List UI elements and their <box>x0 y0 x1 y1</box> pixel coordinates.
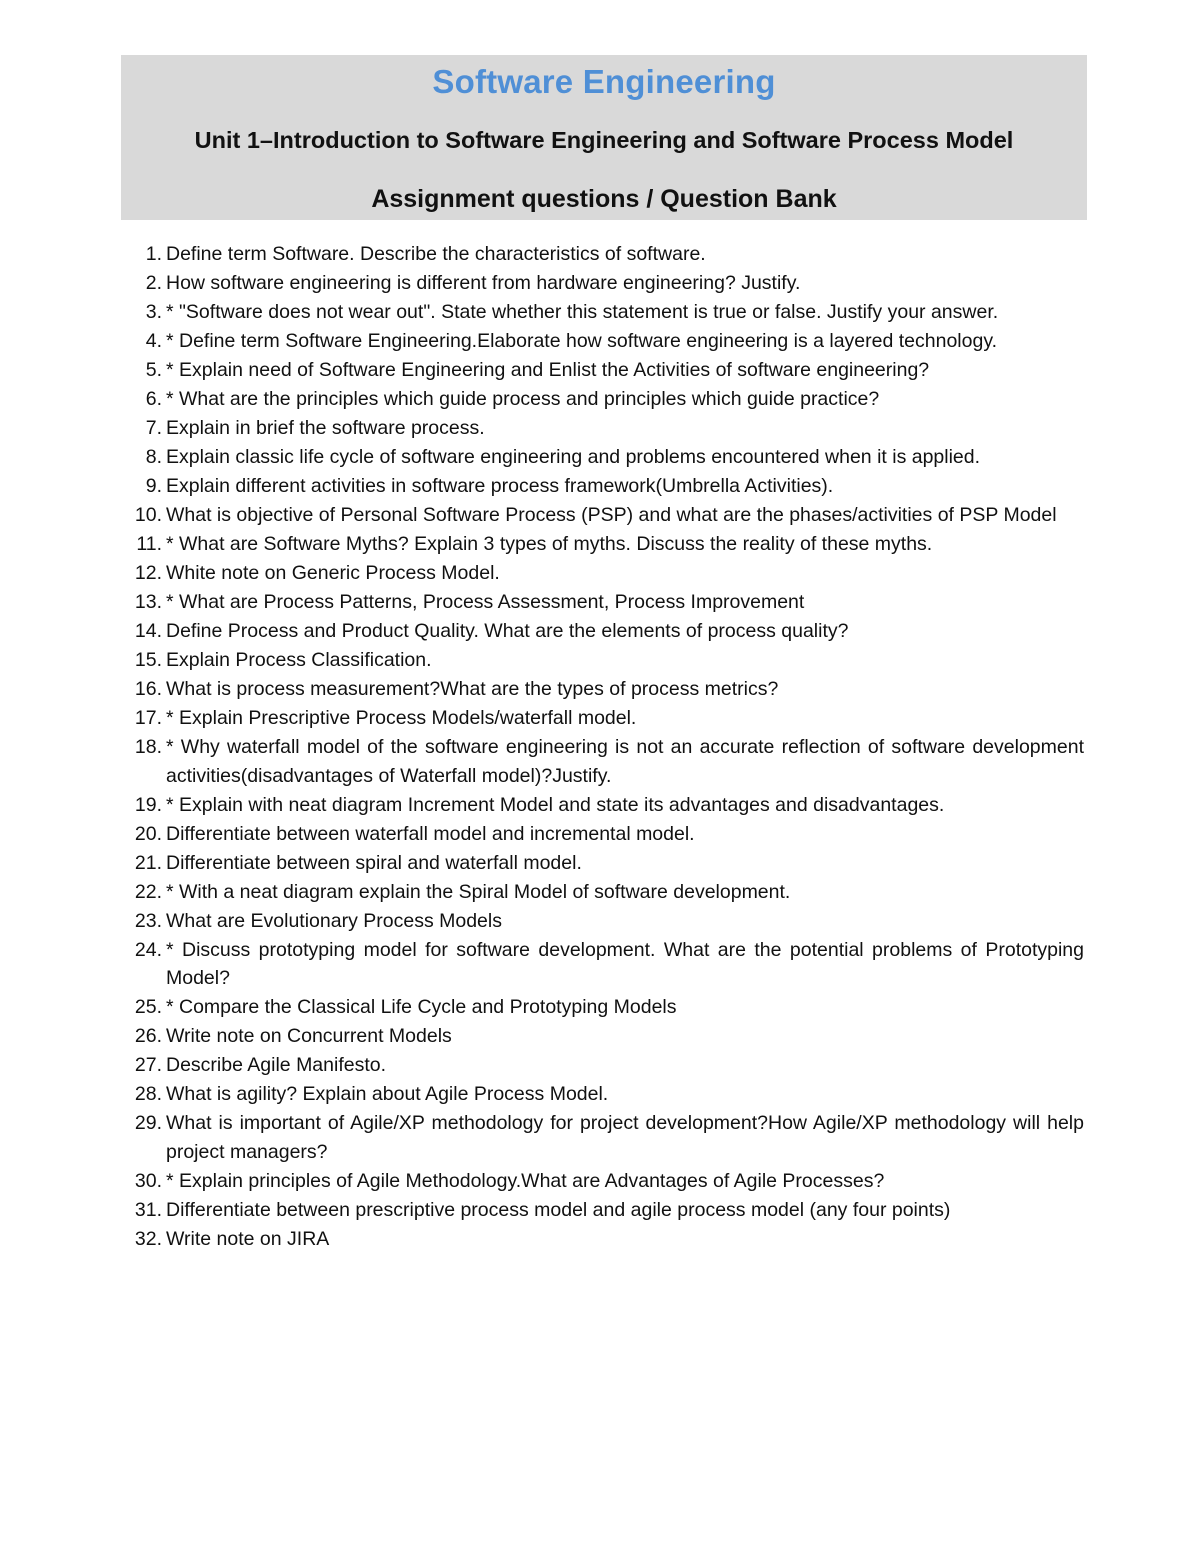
question-text: * What are the principles which guide process and principles which guide practice? <box>166 388 880 410</box>
question-number: 6. <box>145 388 162 410</box>
question-item <box>122 385 1084 414</box>
question-text: White note on Generic Process Model. <box>166 562 500 584</box>
question-number: 2. <box>145 272 162 294</box>
question-number: 21. <box>134 851 162 874</box>
question-number: 10. <box>134 504 162 526</box>
question-number: 27. <box>134 1054 162 1077</box>
question-text: * Discuss prototyping model for software development. What are the potential problems of Prototyping Model? <box>166 938 1084 990</box>
question-item <box>122 1080 1084 1109</box>
question-item <box>122 733 1084 790</box>
question-list <box>122 240 1084 1254</box>
question-text: * With a neat diagram explain the Spiral Model of software development. <box>166 880 791 903</box>
question-number: 19. <box>134 793 162 816</box>
question-number: 5. <box>145 359 162 381</box>
question-number: 1. <box>145 243 162 265</box>
question-item <box>122 849 1084 878</box>
question-item <box>122 588 1084 617</box>
question-text: * Compare the Classical Life Cycle and Prototyping Models <box>166 996 677 1019</box>
question-item <box>122 1196 1084 1225</box>
question-number: 16. <box>134 678 162 700</box>
header-box <box>121 55 1087 220</box>
question-number: 12. <box>134 562 162 584</box>
question-number: 8. <box>145 446 162 468</box>
question-text: Differentiate between prescriptive process model and agile process model (any four points) <box>166 1199 951 1222</box>
question-text: What is process measurement?What are the types of process metrics? <box>166 678 779 700</box>
question-text: * What are Process Patterns, Process Assessment, Process Improvement <box>166 591 805 613</box>
question-number: 11. <box>136 533 162 555</box>
question-item <box>122 704 1084 733</box>
question-text: Differentiate between spiral and waterfall model. <box>166 851 582 874</box>
question-number: 4. <box>145 330 162 352</box>
question-number: 20. <box>134 822 162 845</box>
question-text: What is important of Agile/XP methodology for project development?How Agile/XP methodology will help project managers? <box>166 1112 1084 1164</box>
question-item <box>122 559 1084 588</box>
question-item <box>122 298 1084 327</box>
question-number: 13. <box>134 591 162 613</box>
question-text: Write note on Concurrent Models <box>166 1025 452 1048</box>
question-item <box>122 878 1084 907</box>
question-text: Explain different activities in software process framework(Umbrella Activities). <box>166 475 834 497</box>
question-item <box>122 820 1084 849</box>
question-item <box>122 1051 1084 1080</box>
question-number: 23. <box>134 909 162 932</box>
question-item <box>122 1225 1084 1254</box>
question-number: 31. <box>134 1199 162 1222</box>
question-text: * Why waterfall model of the software engineering is not an accurate reflection of software development activities(disadvantages of Waterfall model)?Justify. <box>166 736 1084 787</box>
document-title: Software Engineering <box>432 63 776 100</box>
question-text: Define term Software. Describe the characteristics of software. <box>166 243 706 265</box>
question-item <box>122 472 1084 501</box>
question-number: 26. <box>134 1025 162 1048</box>
question-item <box>122 1109 1084 1166</box>
question-bank-title: Assignment questions / Question Bank <box>371 185 837 213</box>
question-item <box>122 269 1084 298</box>
question-number: 22. <box>134 880 162 903</box>
question-text: Write note on JIRA <box>166 1228 330 1251</box>
question-number: 15. <box>134 649 162 671</box>
question-text: How software engineering is different from hardware engineering? Justify. <box>166 272 801 294</box>
unit-subtitle: Unit 1–Introduction to Software Engineering and Software Process Model <box>194 127 1014 153</box>
question-item <box>122 617 1084 646</box>
question-text: * "Software does not wear out". State whether this statement is true or false. Justify your answer. <box>166 301 999 323</box>
question-number: 14. <box>134 620 162 642</box>
question-number: 29. <box>134 1112 162 1135</box>
question-number: 7. <box>145 417 162 439</box>
question-text: Explain classic life cycle of software engineering and problems encountered when it is applied. <box>166 446 981 468</box>
question-item <box>122 907 1084 936</box>
question-text: * What are Software Myths? Explain 3 types of myths. Discuss the reality of these myths. <box>166 533 933 555</box>
question-text: Differentiate between waterfall model and incremental model. <box>166 822 695 845</box>
question-number: 28. <box>134 1083 162 1106</box>
question-number: 9. <box>145 475 162 497</box>
question-text: * Define term Software Engineering.Elaborate how software engineering is a layered technology. <box>166 330 998 352</box>
question-item <box>122 1167 1084 1196</box>
question-number: 17. <box>134 707 162 729</box>
question-item <box>122 240 1084 269</box>
question-item <box>122 356 1084 385</box>
question-number: 25. <box>134 996 162 1019</box>
question-number: 3. <box>145 301 162 323</box>
question-text: Define Process and Product Quality. What are the elements of process quality? <box>166 620 849 642</box>
question-item <box>122 530 1084 559</box>
question-item <box>122 443 1084 472</box>
question-text: * Explain Prescriptive Process Models/waterfall model. <box>166 707 637 729</box>
question-item <box>122 993 1084 1022</box>
question-text: Describe Agile Manifesto. <box>166 1054 387 1077</box>
question-text: * Explain with neat diagram Increment Model and state its advantages and disadvantages. <box>166 793 945 816</box>
question-number: 24. <box>134 938 162 961</box>
question-text: Explain Process Classification. <box>166 649 432 671</box>
question-item <box>122 414 1084 443</box>
question-number: 30. <box>134 1170 162 1193</box>
question-item <box>122 646 1084 675</box>
question-item <box>122 936 1084 993</box>
question-text: Explain in brief the software process. <box>166 417 485 439</box>
question-number: 18. <box>134 736 162 758</box>
question-text: * Explain need of Software Engineering and Enlist the Activities of software engineering? <box>166 359 930 381</box>
question-item <box>122 327 1084 356</box>
question-text: What is agility? Explain about Agile Process Model. <box>166 1083 609 1106</box>
question-number: 32. <box>134 1228 162 1251</box>
question-item <box>122 1022 1084 1051</box>
question-item <box>122 675 1084 704</box>
question-text: * Explain principles of Agile Methodology.What are Advantages of Agile Processes? <box>166 1170 885 1193</box>
question-item <box>122 791 1084 820</box>
question-item <box>122 501 1084 530</box>
question-text: What are Evolutionary Process Models <box>166 909 502 932</box>
question-text: What is objective of Personal Software Process (PSP) and what are the phases/activities of PSP Model <box>166 504 1057 526</box>
